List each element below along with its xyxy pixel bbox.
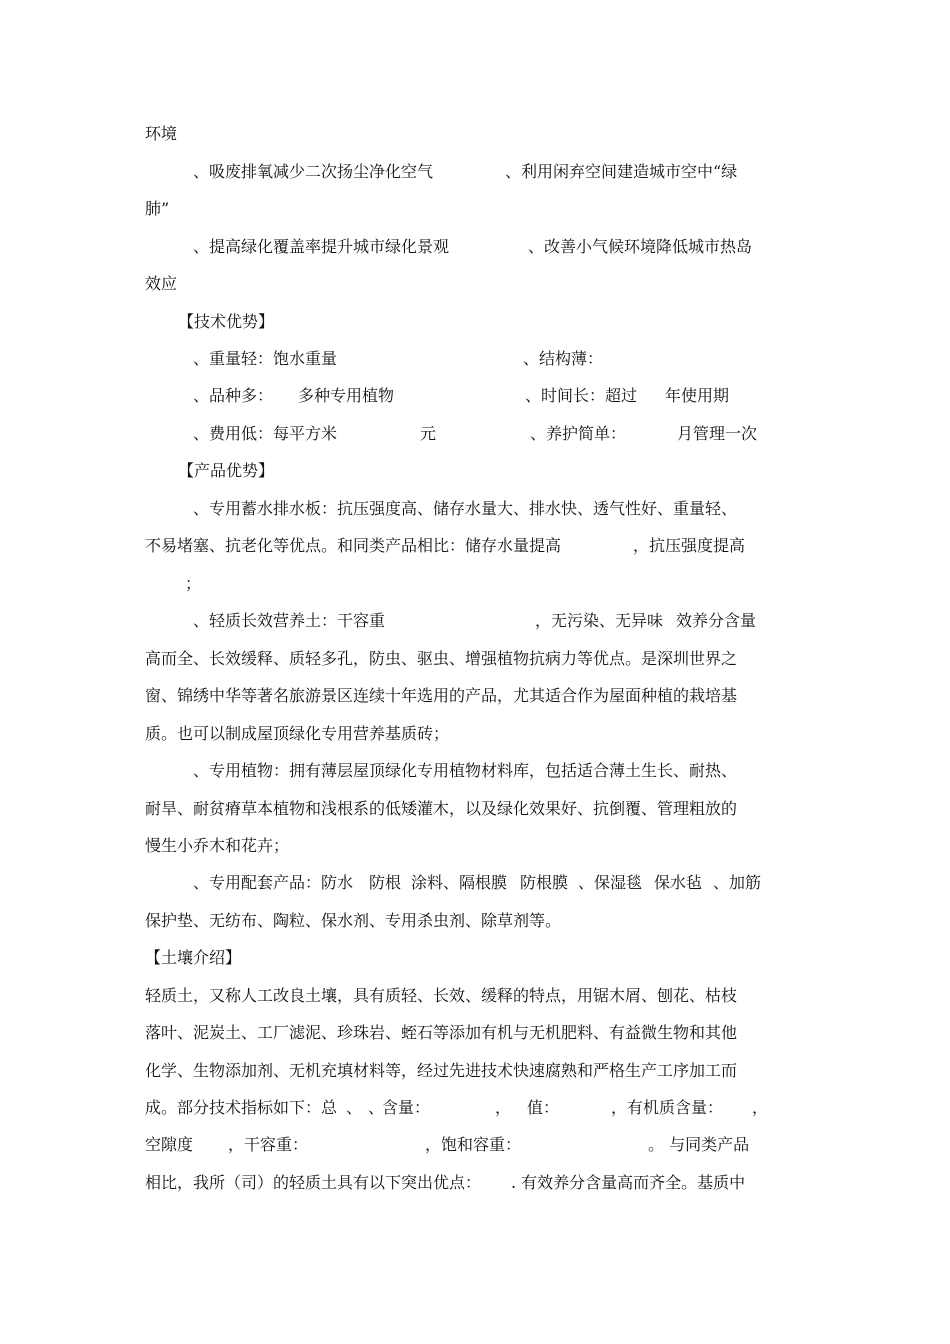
tech-duration: 、时间长：超过 (525, 386, 638, 405)
product-soil-line-3: 窗、锦绣中华等著名旅游景区连续十年选用的产品，尤其适合作为屋面种植的栽培基 (145, 686, 738, 705)
soil-line-4c: 、 (368, 1098, 385, 1117)
product-plants-line-2: 耐旱、耐贫瘠草本植物和浅根系的低矮灌木，以及绿化效果好、抗倒覆、管理粗放的 (145, 799, 738, 818)
product-heading: 【产品优势】 (178, 461, 275, 480)
env-benefit-space: 、利用闲弃空间建造城市空中“绿 (505, 162, 738, 181)
soil-line-5a: 空隙度 (145, 1135, 194, 1154)
soil-line-5d: 。 与同类产品 (648, 1135, 750, 1154)
tech-variety-value: 多种专用植物 (298, 386, 395, 405)
soil-line-3: 化学、生物添加剂、无机充填材料等，经过先进技术快速腐熟和严格生产工序加工而 (145, 1061, 738, 1080)
soil-line-4e: ， (495, 1098, 512, 1117)
soil-line-4h: ， (752, 1098, 769, 1117)
product-drainage-line-3: ； (185, 574, 202, 593)
product-drainage-line-2: 不易堵塞、抗老化等优点。和同类产品相比：储存水量提高 (145, 536, 562, 555)
env-benefit-air: 、吸废排氧减少二次扬尘净化空气 (193, 162, 434, 181)
product-accessories-d: 防根膜 (520, 873, 569, 892)
soil-line-2: 落叶、泥炭土、工厂滤泥、珍珠岩、蛭石等添加有机与无机肥料、有益微生物和其他 (145, 1023, 738, 1042)
product-soil-line-2: 高而全、长效缓释、质轻多孔，防虫、驱虫、增强植物抗病力等优点。是深圳世界之 (145, 649, 738, 668)
product-soil-line-4: 质。也可以制成屋顶绿化专用营养基质砖； (145, 724, 450, 743)
soil-line-4a: 成。部分技术指标如下：总 (145, 1098, 338, 1117)
tech-duration-value: 年使用期 (665, 386, 730, 405)
env-benefit-green: 、提高绿化覆盖率提升城市绿化景观 (193, 237, 450, 256)
product-soil-line-1: 、轻质长效营养土：干容重 (193, 611, 386, 630)
soil-line-4b: 、 (346, 1098, 363, 1117)
soil-line-6b: . 有效养分含量高而齐全。基质中 (511, 1173, 746, 1192)
env-line-1: 环境 (145, 124, 178, 143)
product-accessories-g: 、加筋 (713, 873, 762, 892)
tech-thin: 、结构薄： (523, 349, 604, 368)
product-drainage-line-2b: ，抗压强度提高 (633, 536, 746, 555)
soil-line-5b: ，干容重： (228, 1135, 309, 1154)
env-benefit-climate: 、改善小气候环境降低城市热岛 (528, 237, 753, 256)
tech-heading: 【技术优势】 (178, 312, 275, 331)
soil-line-4d: 含量： (382, 1098, 431, 1117)
env-line-3: 肺” (145, 199, 170, 218)
soil-line-4f: 值： (527, 1098, 560, 1117)
product-accessories-f: 保水毡 (654, 873, 703, 892)
tech-maintenance: 、养护简单： (530, 424, 627, 443)
soil-line-4g: ，有机质含量： (611, 1098, 724, 1117)
product-accessories-e: 、保湿毯 (578, 873, 643, 892)
soil-line-5c: ，饱和容重： (425, 1135, 522, 1154)
product-plants-line-1: 、专用植物：拥有薄层屋顶绿化专用植物材料库，包括适合薄土生长、耐热、 (193, 761, 738, 780)
soil-line-1: 轻质土，又称人工改良土壤，具有质轻、长效、缓释的特点，用锯木屑、刨花、枯枝 (145, 986, 738, 1005)
tech-weight: 、重量轻：饱水重量 (193, 349, 338, 368)
product-plants-line-3: 慢生小乔木和花卉； (145, 836, 290, 855)
product-accessories-b: 防根 (369, 873, 402, 892)
product-soil-line-1b: ，无污染、无异味 (535, 611, 664, 630)
soil-heading: 【土壤介绍】 (145, 948, 242, 967)
tech-maintenance-value: 月管理一次 (677, 424, 758, 443)
env-line-5: 效应 (145, 274, 178, 293)
product-accessories-line-2: 保护垫、无纺布、陶粒、保水剂、专用杀虫剂、除草剂等。 (145, 911, 562, 930)
product-accessories-c: 涂料、隔根膜 (411, 873, 508, 892)
product-soil-line-1c: 效养分含量 (676, 611, 757, 630)
tech-cost-unit: 元 (420, 424, 437, 443)
soil-line-6a: 相比，我所（司）的轻质土具有以下突出优点： (145, 1173, 482, 1192)
product-accessories-a: 、专用配套产品：防水 (193, 873, 354, 892)
tech-variety: 、品种多： (193, 386, 274, 405)
tech-cost: 、费用低：每平方米 (193, 424, 338, 443)
product-drainage-line-1: 、专用蓄水排水板：抗压强度高、储存水量大、排水快、透气性好、重量轻、 (193, 499, 738, 518)
